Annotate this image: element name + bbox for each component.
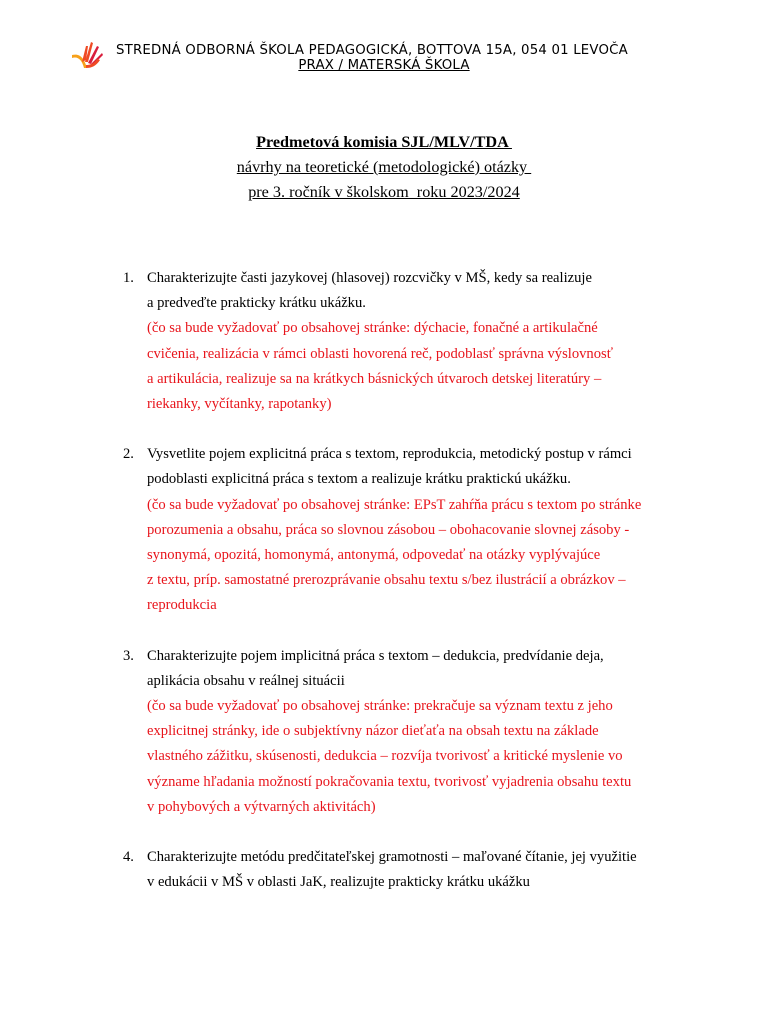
question-item	[123, 442, 683, 618]
school-name: STREDNÁ ODBORNÁ ŠKOLA PEDAGOGICKÁ, BOTTOVA 15A, 054 01 LEVOČA	[116, 43, 628, 58]
question-item	[123, 266, 683, 417]
question-item	[123, 644, 683, 820]
question-item	[123, 845, 683, 895]
expected-answer-line: v pohybových a výtvarných aktivitách)	[147, 798, 376, 815]
document-title: Predmetová komisia SJL/MLV/TDA	[256, 133, 512, 151]
expected-answer-line: význame hľadania možností pokračovania textu, tvorivosť vyjadrenia obsahu textu	[147, 773, 632, 790]
document-header	[70, 40, 698, 80]
expected-answer-line: z textu, príp. samostatné prerozprávanie obsahu textu s/bez ilustrácií a obrázkov –	[147, 572, 626, 589]
question-text-line: v edukácii v MŠ v oblasti JaK, realizujte prakticky krátku ukážku	[147, 874, 530, 891]
question-number: 1.	[123, 270, 134, 286]
expected-answer-line: explicitnej stránky, ide o subjektívny názor dieťaťa na obsah textu na základe	[147, 723, 599, 740]
question-text-line: aplikácia obsahu v reálnej situácii	[147, 672, 345, 689]
expected-answer-line: vlastného zážitku, skúsenosti, dedukcia – rozvíja tvorivosť a kritické myslenie vo	[147, 748, 623, 765]
question-body	[147, 442, 683, 618]
question-body	[147, 266, 683, 417]
question-number: 2.	[123, 446, 134, 463]
question-text-line: Charakterizujte metódu predčitateľskej gramotnosti – maľované čítanie, jej využitie	[147, 849, 637, 866]
expected-answer-line: (čo sa bude vyžadovať po obsahovej stránke: prekračuje sa význam textu z jeho	[147, 698, 613, 715]
question-text-line: Vysvetlite pojem explicitná práca s textom, reprodukcia, metodický postup v rámci	[147, 446, 632, 463]
expected-answer-line: (čo sa bude vyžadovať po obsahovej stránke: dýchacie, fonačné a artikulačné	[147, 320, 598, 337]
header-subline: PRAX / MATERSKÁ ŠKOLA	[298, 58, 470, 73]
question-text-line: Charakterizujte časti jazykovej (hlasovej) rozcvičky v MŠ, kedy sa realizuje	[147, 270, 592, 286]
question-text-line: a predveďte prakticky krátku ukážku.	[147, 295, 366, 312]
question-number: 3.	[123, 647, 134, 664]
expected-answer-line: synonymá, opozitá, homonymá, antonymá, odpovedať na otázky vyplývajúce	[147, 547, 601, 564]
title-block	[0, 130, 768, 205]
expected-answer-line: riekanky, vyčítanky, rapotanky)	[147, 396, 332, 413]
expected-answer-line: (čo sa bude vyžadovať po obsahovej stránke: EPsT zahŕňa prácu s textom po stránke	[147, 496, 642, 513]
document-year: pre 3. ročník v školskom roku 2023/2024	[248, 183, 520, 201]
expected-answer-line: reprodukcia	[147, 597, 217, 614]
question-number: 4.	[123, 849, 134, 866]
question-text-line: Charakterizujte pojem implicitná práca s textom – dedukcia, predvídanie deja,	[147, 647, 604, 664]
expected-answer-line: a artikulácia, realizuje sa na krátkych básnických útvaroch detskej literatúry –	[147, 370, 602, 387]
question-list	[123, 266, 683, 920]
document-subtitle: návrhy na teoretické (metodologické) otázky	[236, 158, 532, 176]
expected-answer-line: porozumenia a obsahu, práca so slovnou zásobou – obohacovanie slovnej zásoby -	[147, 521, 630, 538]
question-body	[147, 845, 683, 895]
question-text-line: podoblasti explicitná práca s textom a realizuje krátku praktickú ukážku.	[147, 471, 571, 488]
question-body	[147, 644, 683, 820]
expected-answer-line: cvičenia, realizácia v rámci oblasti hovorená reč, podoblasť správna výslovnosť	[147, 345, 613, 362]
